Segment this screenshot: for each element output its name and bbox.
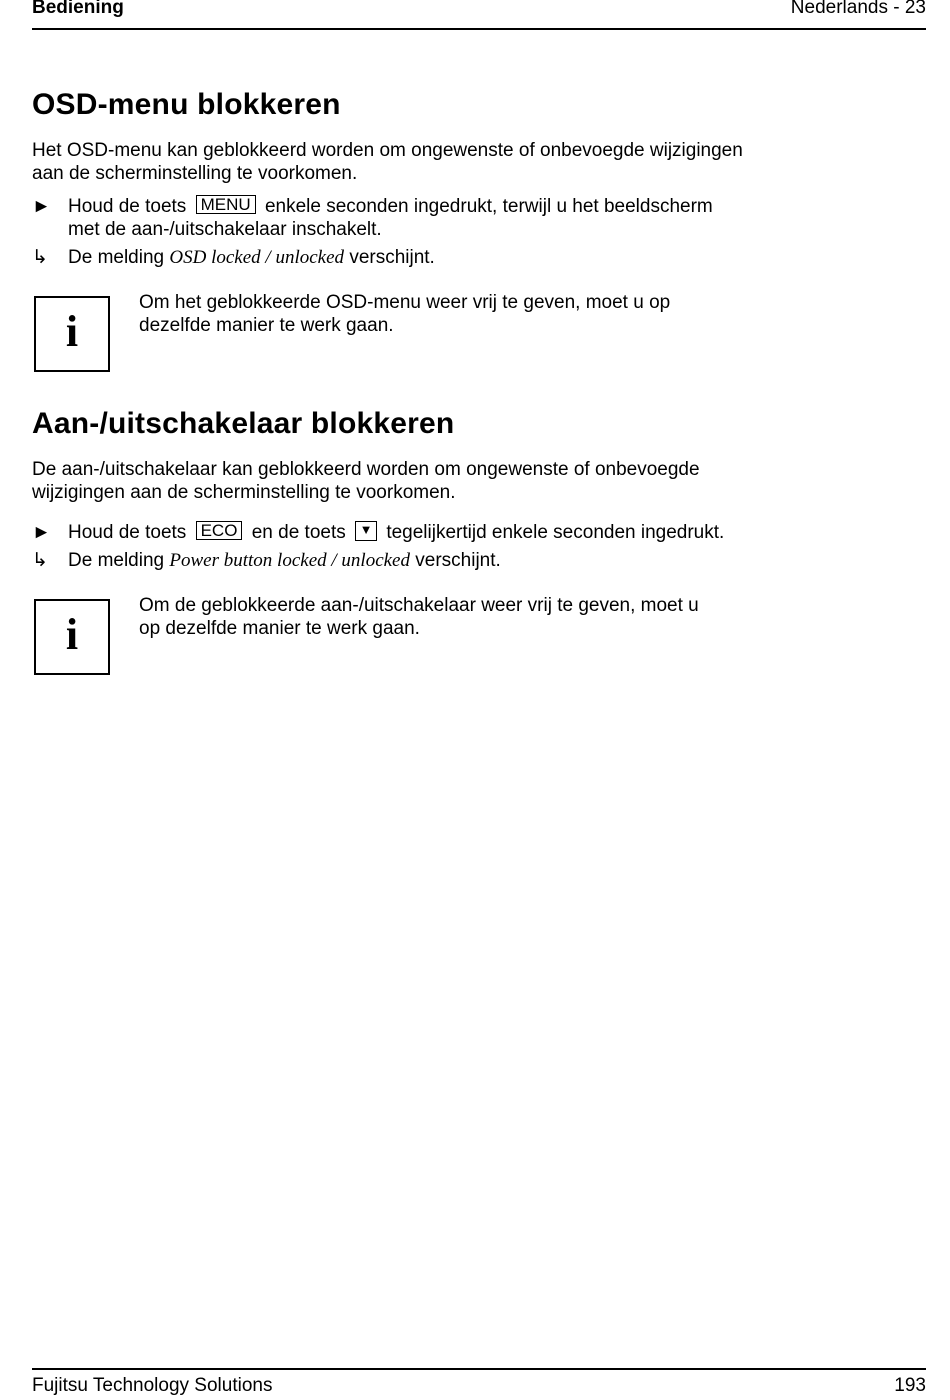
osd-locked-message: OSD locked / unlocked <box>169 247 345 268</box>
step-osd-lock <box>32 195 882 241</box>
footer-company: Fujitsu Technology Solutions <box>32 1375 273 1396</box>
result-text: De melding <box>68 247 165 268</box>
step-text: en de toets <box>251 522 346 543</box>
section-intro-power-lock: De aan-/uitschakelaar kan geblokkeerd worden om ongewenste of onbevoegde wijzigingen aan de scherminstelling te voorkomen. <box>32 459 700 503</box>
step-text: Houd de toets <box>68 522 187 543</box>
power-locked-message: Power button locked / unlocked <box>169 550 410 571</box>
result-text: verschijnt. <box>415 550 501 571</box>
step-text: met de aan-/uitschakelaar inschakelt. <box>68 219 382 240</box>
step-text: tegelijkertijd enkele seconden ingedrukt. <box>386 522 725 543</box>
result-osd-lock <box>32 246 882 269</box>
result-text: verschijnt. <box>349 247 435 268</box>
arrow-right-icon: ► <box>32 196 51 217</box>
section-title-osd-lock: OSD-menu blokkeren <box>32 88 341 121</box>
down-arrow-key-icon: ▼ <box>355 521 377 541</box>
step-text: Houd de toets <box>68 196 187 217</box>
arrow-right-icon: ► <box>32 522 51 543</box>
result-arrow-icon: ↳ <box>32 247 48 268</box>
page-header <box>32 0 926 30</box>
section-intro-osd-lock: Het OSD-menu kan geblokkeerd worden om ongewenste of onbevoegde wijzigingen aan de scherminstelling te voorkomen. <box>32 140 743 184</box>
step-text: enkele seconden ingedrukt, terwijl u het beeldscherm <box>264 196 713 217</box>
result-power-lock <box>32 549 882 572</box>
result-arrow-icon: ↳ <box>32 550 48 571</box>
header-section-title: Bediening <box>32 0 124 18</box>
menu-key-label: MENU <box>196 195 256 214</box>
eco-key-label: ECO <box>196 521 243 540</box>
info-note-power-lock: Om de geblokkeerde aan-/uitschakelaar weer vrij te geven, moet u op dezelfde manier te werk gaan. <box>139 595 699 639</box>
info-note-osd-lock: Om het geblokkeerde OSD-menu weer vrij te geven, moet u op dezelfde manier te werk gaan. <box>139 292 671 336</box>
info-icon <box>34 599 110 675</box>
step-power-lock <box>32 521 882 544</box>
page-footer <box>32 1368 926 1400</box>
info-glyph: i <box>65 610 79 659</box>
header-page-ref: Nederlands - 23 <box>790 0 926 18</box>
result-text: De melding <box>68 550 165 571</box>
footer-page-number: 193 <box>894 1375 926 1396</box>
section-title-power-lock: Aan-/uitschakelaar blokkeren <box>32 407 455 440</box>
info-glyph: i <box>65 307 79 356</box>
info-icon <box>34 296 110 372</box>
